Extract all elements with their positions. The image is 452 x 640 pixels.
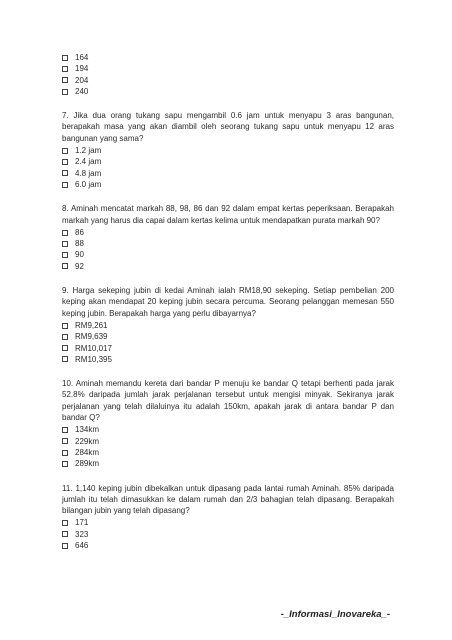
option[interactable] (62, 75, 394, 86)
option-label: 164 (75, 53, 89, 62)
question-text: 9. Harga sekeping jubin di kedai Aminah ialah RM18,90 sekeping. Setiap pembelian 200 keping akan mendapat 20 keping jubin secara percuma. Seorang pelanggan memesan 550 keping jubin. Berapakah harga yang perlu dibayarnya? (62, 286, 394, 318)
question-8 (62, 203, 394, 272)
checkbox-icon[interactable] (62, 345, 68, 351)
question-9 (62, 285, 394, 365)
option[interactable] (62, 331, 394, 342)
option-label: 134km (75, 425, 100, 435)
option[interactable] (62, 179, 394, 190)
option[interactable] (62, 320, 394, 331)
option[interactable] (62, 227, 394, 238)
option[interactable] (62, 436, 394, 447)
checkbox-icon[interactable] (62, 252, 68, 258)
option[interactable] (62, 52, 394, 63)
option-label: 92 (75, 261, 84, 271)
option-label: 229km (75, 436, 100, 446)
option[interactable] (62, 63, 394, 74)
option-label: 6.0 jam (75, 179, 102, 189)
checkbox-icon[interactable] (62, 461, 68, 467)
option-label: RM10,017 (75, 343, 112, 353)
option-label: 90 (75, 250, 84, 260)
question-7 (62, 110, 394, 190)
checkbox-icon[interactable] (62, 230, 68, 236)
checkbox-icon[interactable] (62, 148, 68, 154)
option[interactable] (62, 86, 394, 97)
option-label: RM10,395 (75, 354, 112, 364)
checkbox-icon[interactable] (62, 450, 68, 456)
option[interactable] (62, 238, 394, 249)
option-label: 86 (75, 227, 84, 237)
question-11 (62, 483, 394, 552)
option-label: 240 (75, 86, 89, 96)
option-label: RM9,261 (75, 320, 108, 330)
checkbox-icon[interactable] (62, 427, 68, 433)
question-text: 7. Jika dua orang tukang sapu mengambil 0.6 jam untuk menyapu 3 aras bangunan, berapakah masa yang akan diambil oleh seorang tukang sapu untuk menyapu 12 aras bangunan yang sama? (62, 111, 394, 143)
checkbox-icon[interactable] (62, 334, 68, 340)
option[interactable] (62, 249, 394, 260)
option-list-previous-question (62, 52, 394, 97)
option[interactable] (62, 343, 394, 354)
question-text: 8. Aminah mencatat markah 88, 98, 86 dan 92 dalam empat kertas peperiksaan. Berapakah markah yang harus dia capai dalam kertas kelima untuk mendapatkan purata markah 90? (62, 204, 394, 225)
checkbox-icon[interactable] (62, 159, 68, 165)
option-label: 88 (75, 239, 84, 249)
option-label: 194 (75, 64, 89, 74)
checkbox-icon[interactable] (62, 241, 68, 247)
checkbox-icon[interactable] (62, 77, 68, 83)
option-label: 284km (75, 447, 100, 457)
option[interactable] (62, 447, 394, 458)
option[interactable] (62, 529, 394, 540)
checkbox-icon[interactable] (62, 356, 68, 362)
option-label: 4.8 jam (75, 168, 102, 178)
option-label: RM9,639 (75, 332, 108, 342)
option-label: 1.2 jam (75, 146, 102, 156)
checkbox-icon[interactable] (62, 531, 68, 537)
checkbox-icon[interactable] (62, 543, 68, 549)
question-text: 10. Aminah memandu kereta dari bandar P menuju ke bandar Q tetapi berhenti pada jarak 52.8% daripada jumlah jarak perjalanan tersebut untuk mengisi minyak. Sekiranya jarak perjalanan yang telah dilaluinya itu adalah 150km, apakah jarak di antara bandar P dan bandar Q? (62, 379, 394, 423)
quiz-content (62, 52, 394, 551)
option[interactable] (62, 540, 394, 551)
option[interactable] (62, 517, 394, 528)
question-text: 11. 1,140 keping jubin dibekalkan untuk dipasang pada lantai rumah Aminah. 85% daripada jumlah itu telah dimasukkan ke dalam rumah dan 2/3 bahagian telah dipasang. Berapakah bilangan jubin yang telah dipasang? (62, 483, 394, 516)
option[interactable] (62, 168, 394, 179)
checkbox-icon[interactable] (62, 182, 68, 188)
option[interactable] (62, 458, 394, 469)
checkbox-icon[interactable] (62, 520, 68, 526)
footer-credit: -_Informasi_Inovareka_- (280, 609, 390, 620)
option-label: 646 (75, 540, 89, 550)
option[interactable] (62, 145, 394, 156)
option[interactable] (62, 424, 394, 435)
option[interactable] (62, 261, 394, 272)
option-label: 289km (75, 459, 100, 469)
option-label: 204 (75, 75, 89, 85)
checkbox-icon[interactable] (62, 263, 68, 269)
option-label: 323 (75, 529, 89, 539)
checkbox-icon[interactable] (62, 323, 68, 329)
question-10 (62, 378, 394, 469)
checkbox-icon[interactable] (62, 66, 68, 72)
checkbox-icon[interactable] (62, 438, 68, 444)
option[interactable] (62, 354, 394, 365)
checkbox-icon[interactable] (62, 170, 68, 176)
checkbox-icon[interactable] (62, 55, 68, 61)
checkbox-icon[interactable] (62, 89, 68, 95)
option[interactable] (62, 156, 394, 167)
option-label: 2.4 jam (75, 157, 102, 167)
option-label: 171 (75, 518, 89, 528)
